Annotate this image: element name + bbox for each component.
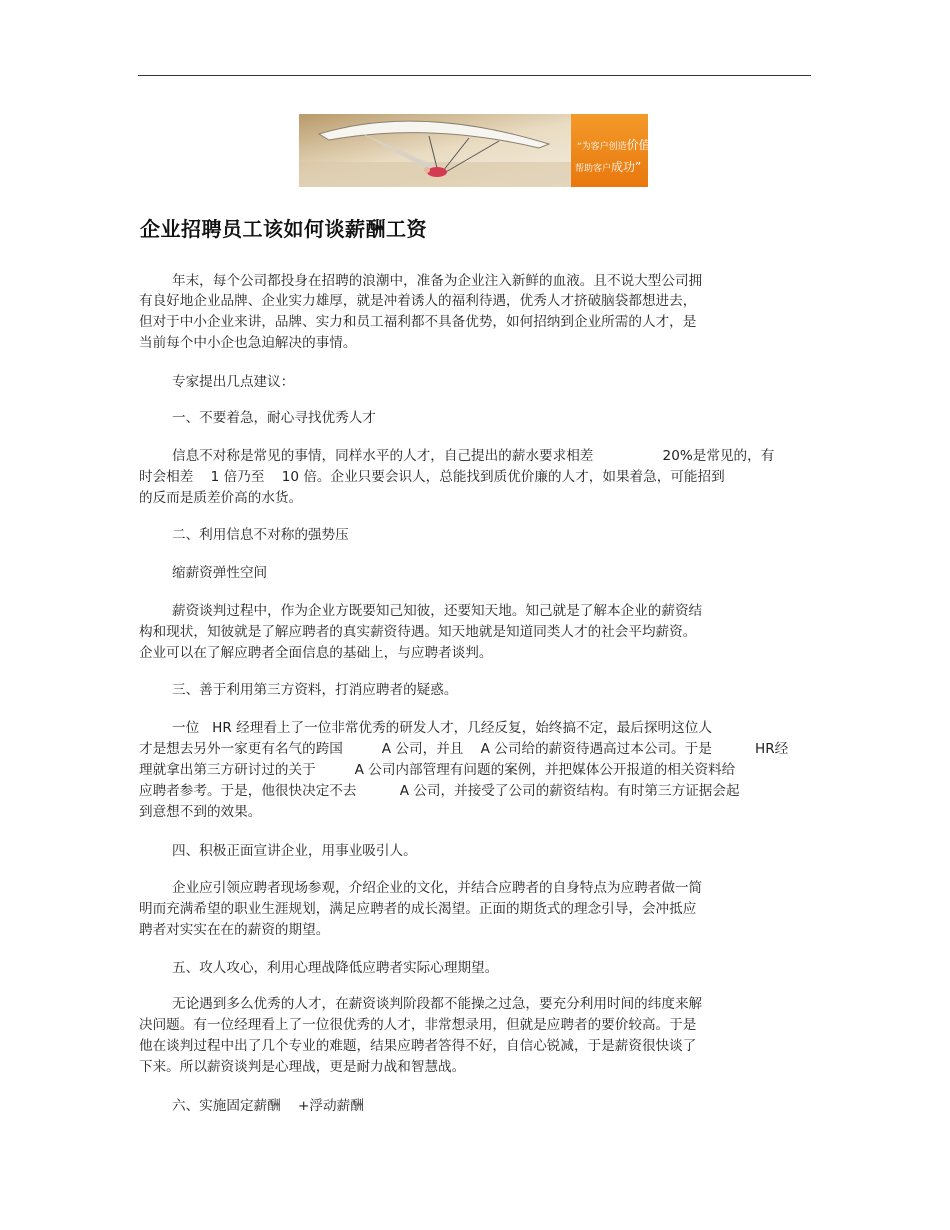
- paragraph-line: 专家提出几点建议：: [172, 374, 295, 390]
- paragraph-line: 时会相差 1 倍乃至 10 倍。企业只要会识人，总能找到质优价廉的人才，如果着急，可能招到: [139, 469, 725, 485]
- section-heading: 二、利用信息不对称的强势压: [172, 527, 349, 543]
- paragraph-line: 一位 HR 经理看上了一位非常优秀的研发人才，几经反复，始终搞不定，最后探明这位人: [172, 720, 712, 736]
- page-title: 企业招聘员工该如何谈薪酬工资: [140, 217, 427, 241]
- paragraph-line: 才是想去另外一家更有名气的跨国 A 公司，并且 A 公司给的薪资待遇高过本公司。于是 HR经: [139, 741, 789, 757]
- paragraph-line: 明而充满希望的职业生涯规划，满足应聘者的成长渴望。正面的期货式的理念引导，会冲抵应: [139, 901, 697, 917]
- banner-image: [299, 114, 651, 187]
- paragraph-line: 决问题。有一位经理看上了一位很优秀的人才，非常想录用，但就是应聘者的要价较高。于是: [139, 1017, 697, 1033]
- paragraph-line: 但对于中小企业来讲，品牌、实力和员工福利都不具备优势，如何招纳到企业所需的人才，是: [139, 314, 697, 330]
- paragraph-line: 无论遇到多么优秀的人才，在薪资谈判阶段都不能操之过急，要充分利用时间的纬度来解: [172, 996, 703, 1012]
- paragraph-line: 企业可以在了解应聘者全面信息的基础上，与应聘者谈判。: [139, 645, 493, 661]
- paragraph-line: 年末，每个公司都投身在招聘的浪潮中，准备为企业注入新鲜的血液。且不说大型公司拥: [172, 273, 703, 289]
- section-heading: 六、实施固定薪酬 +浮动薪酬: [172, 1098, 364, 1114]
- paragraph-line: 信息不对称是常见的事情，同样水平的人才，自己提出的薪水要求相差 20%是常见的，有: [172, 448, 775, 464]
- paragraph-line: 薪资谈判过程中，作为企业方既要知己知彼，还要知天地。知己就是了解本企业的薪资结: [172, 603, 703, 619]
- banner-slogan-line-1: “为客户创造价值: [577, 138, 651, 152]
- paragraph-line: 的反而是质差价高的水货。: [139, 490, 303, 506]
- paragraph-line: 应聘者参考。于是，他很快决定不去 A 公司，并接受了公司的薪资结构。有时第三方证据会起: [139, 783, 740, 799]
- paragraph-line: 当前每个中小企也急迫解决的事情。: [139, 335, 357, 351]
- paragraph-line: 他在谈判过程中出了几个专业的难题，结果应聘者答得不好，自信心锐减，于是薪资很快谈了: [139, 1038, 697, 1054]
- paragraph-line: 有良好地企业品牌、企业实力雄厚，就是冲着诱人的福利待遇，优秀人才挤破脑袋都想进去，: [139, 293, 697, 309]
- section-heading: 四、积极正面宣讲企业，用事业吸引人。: [172, 843, 417, 859]
- banner-slogan: [571, 114, 651, 187]
- paragraph-line: 到意想不到的效果。: [139, 804, 262, 820]
- paragraph-line: 下来。所以薪资谈判是心理战，更是耐力战和智慧战。: [139, 1059, 466, 1075]
- paragraph-line: 企业应引领应聘者现场参观，介绍企业的文化，并结合应聘者的自身特点为应聘者做一简: [172, 880, 703, 896]
- paragraph-line: 构和现状，知彼就是了解应聘者的真实薪资待遇。知天地就是知道同类人才的社会平均薪资。: [139, 624, 697, 640]
- top-rule: [138, 75, 811, 76]
- section-heading: 一、不要着急，耐心寻找优秀人才: [172, 410, 376, 426]
- section-heading: 五、攻人攻心，利用心理战降低应聘者实际心理期望。: [172, 960, 499, 976]
- paragraph-line: 理就拿出第三方研讨过的关于 A 公司内部管理有问题的案例，并把媒体公开报道的相关资料给: [139, 762, 736, 778]
- paragraph-line: 聘者对实实在在的薪资的期望。: [139, 922, 330, 938]
- section-heading: 缩薪资弹性空间: [172, 565, 268, 581]
- banner-slogan-line-2: 帮助客户成功”: [575, 160, 642, 174]
- section-heading: 三、善于利用第三方资料，打消应聘者的疑惑。: [172, 682, 458, 698]
